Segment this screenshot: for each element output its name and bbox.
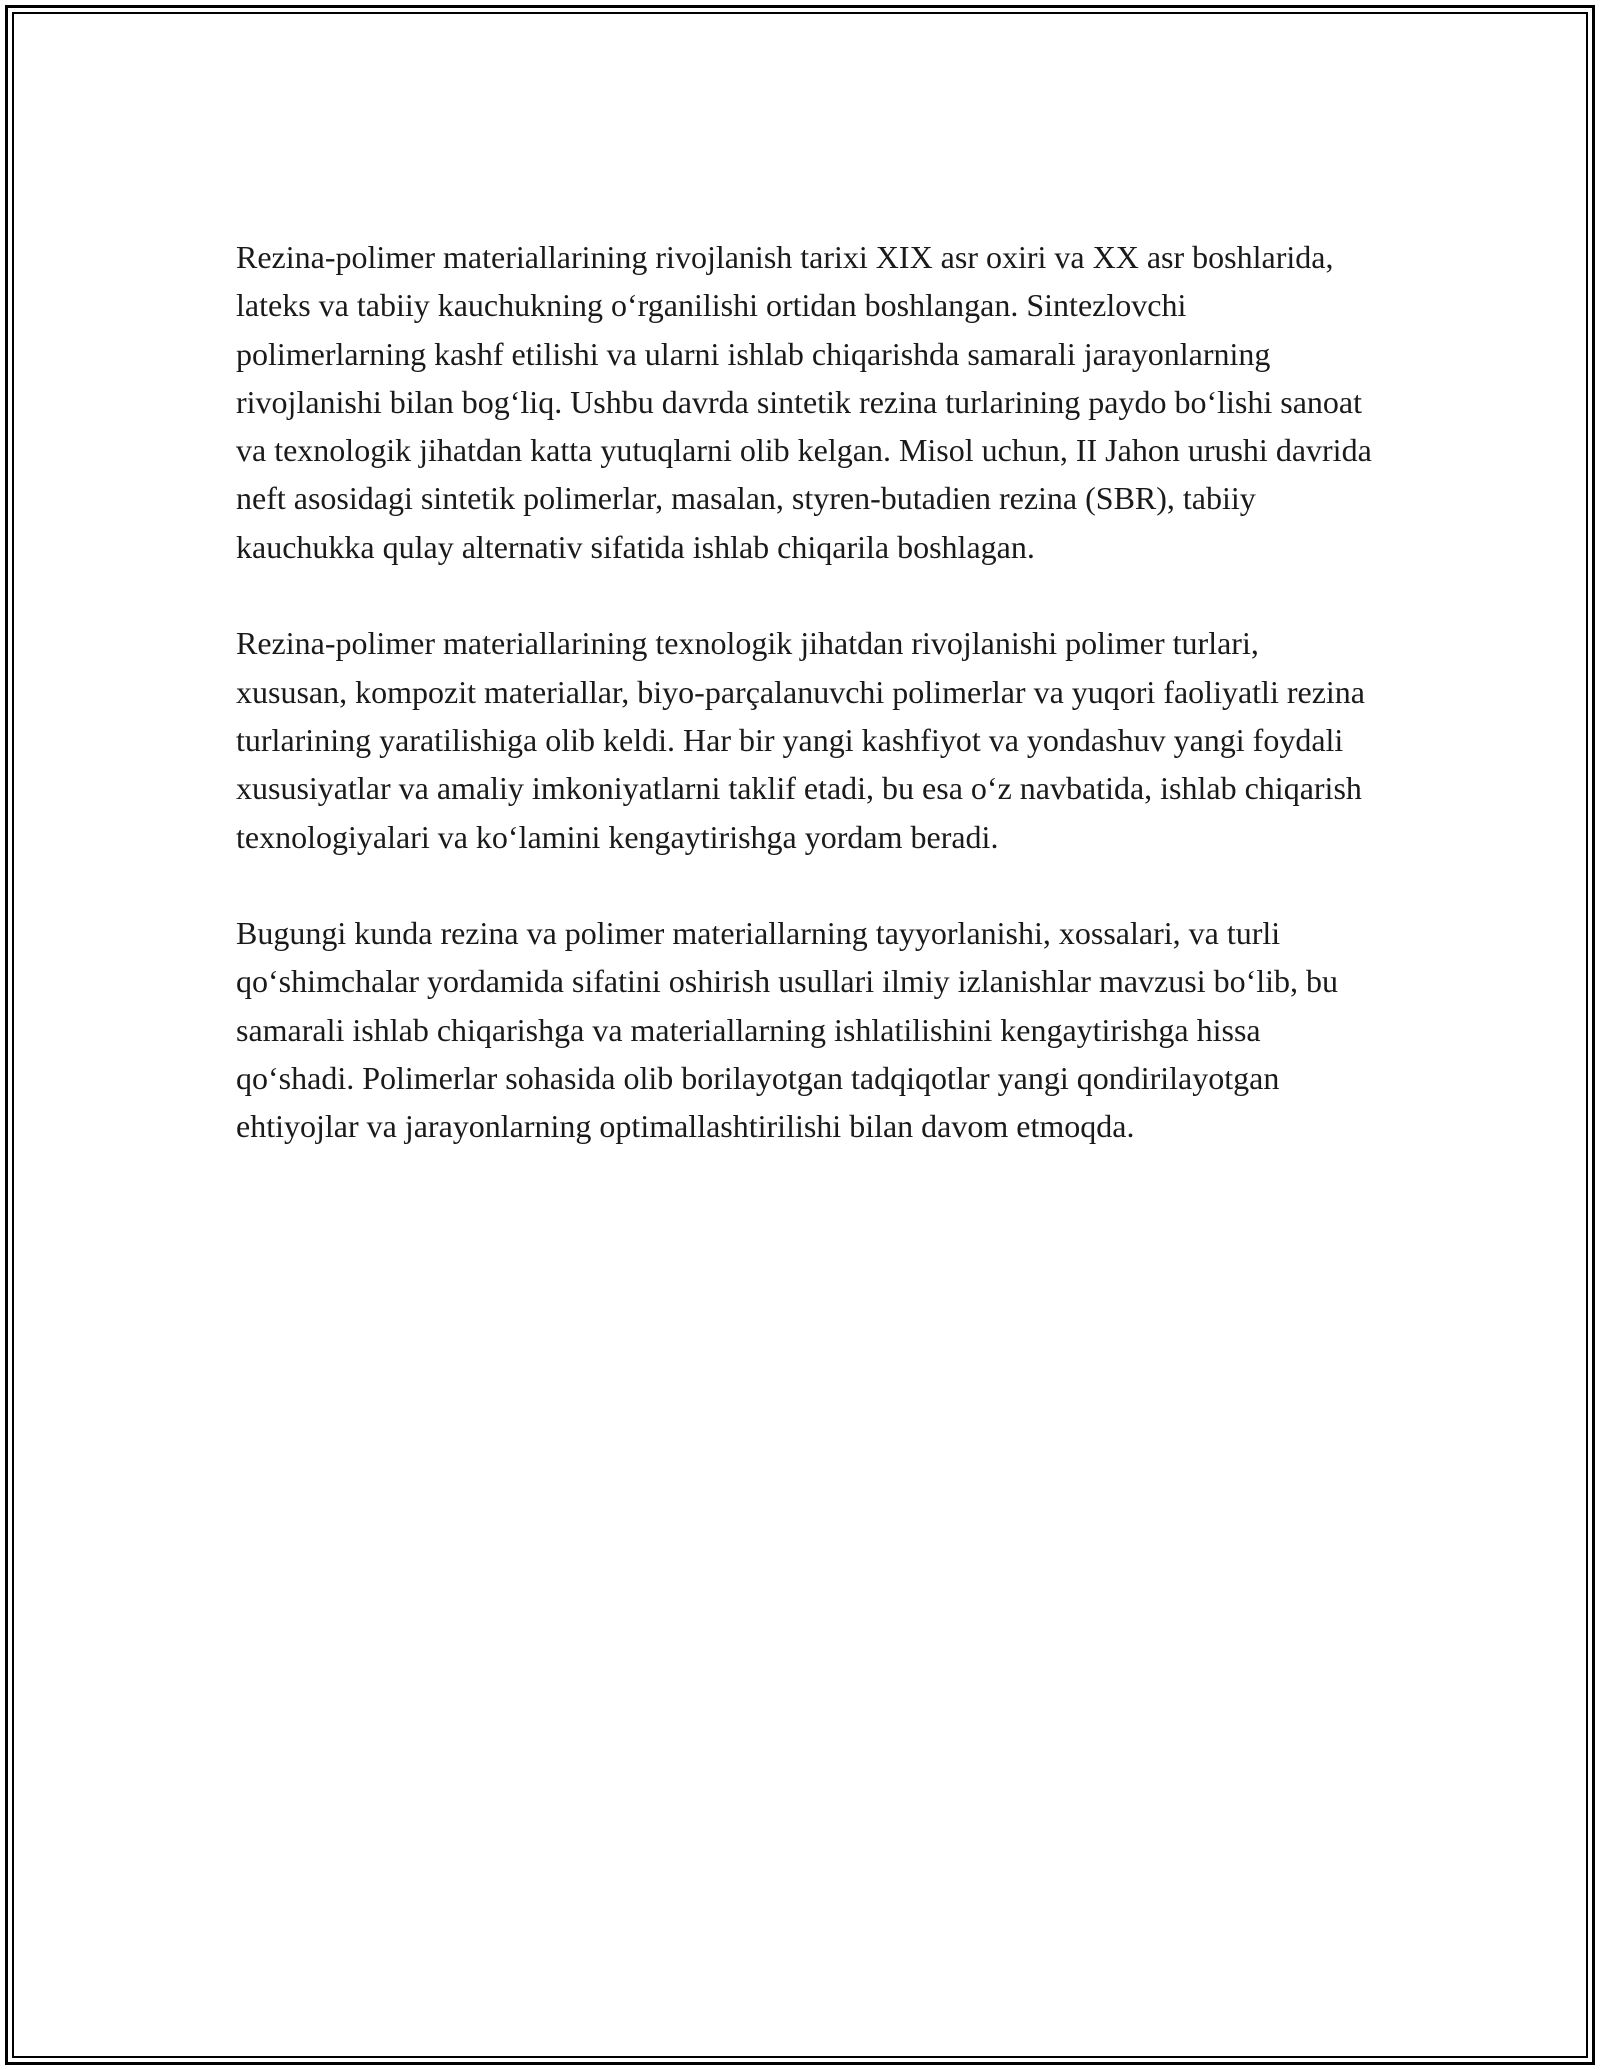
paragraph-technology: Rezina-polimer materiallarining texnologik jihatdan rivojlanishi polimer turlari, xususan, kompozit materiallar, biyo-parçalanuvchi polimerlar va yuqori faoliyatli rezina turlarining yaratilishiga olib keldi. Har bir yangi kashfiyot va yondashuv yangi foydali xususiyatlar va amaliy imkoniyatlarni taklif etadi, bu esa oʻz navbatida, ishlab chiqarish texnologiyalari va koʻlamini kengaytirishga yordam beradi. — [236, 625, 1365, 855]
document-body — [236, 233, 1376, 1199]
paragraph-today: Bugungi kunda rezina va polimer materiallarning tayyorlanishi, xossalari, va turli qoʻshimchalar yordamida sifatini oshirish usullari ilmiy izlanishlar mavzusi boʻlib, bu samarali ishlab chiqarishga va materiallarning ishlatilishini kengaytirishga hissa qoʻshadi. Polimerlar sohasida olib borilayotgan tadqiqotlar yangi qondirilayotgan ehtiyojlar va jarayonlarning optimallashtirilishi bilan davom etmoqda. — [236, 915, 1339, 1145]
paragraph-history: Rezina-polimer materiallarining rivojlanish tarixi XIX asr oxiri va XX asr boshlarida, lateks va tabiiy kauchukning oʻrganilishi ortidan boshlangan. Sintezlovchi polimerlarning kashf etilishi va ularni ishlab chiqarishda samarali jarayonlarning rivojlanishi bilan bogʻliq. Ushbu davrda sintetik rezina turlarining paydo boʻlishi sanoat va texnologik jihatdan katta yutuqlarni olib kelgan. Misol uchun, II Jahon urushi davrida neft asosidagi sintetik polimerlar, masalan, styren-butadien rezina (SBR), tabiiy kauchukka qulay alternativ sifatida ishlab chiqarila boshlagan. — [236, 239, 1372, 565]
